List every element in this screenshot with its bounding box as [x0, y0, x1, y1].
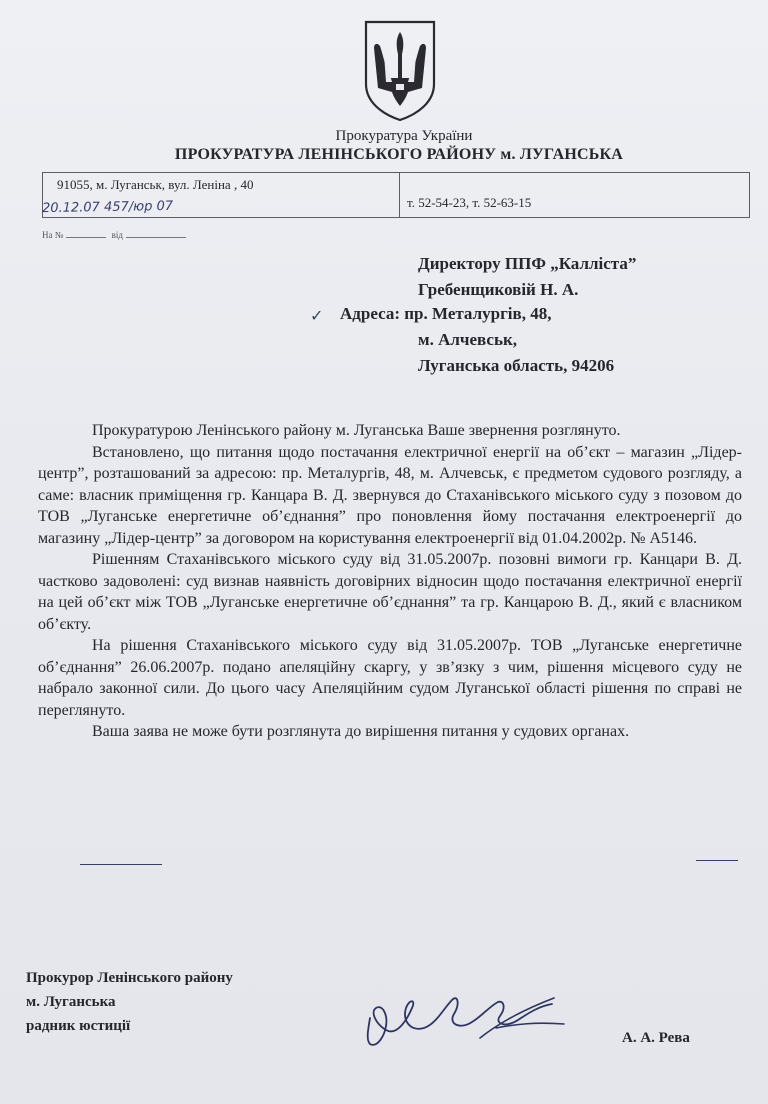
signatory-title: [26, 966, 233, 1038]
recipient-line-5: Луганська область, 94206: [418, 356, 615, 375]
recipient-line-2: Гребенщиковій Н. А.: [418, 280, 579, 299]
paragraph-3: Рішенням Стаханівського міського суду від 31.05.2007р. позовні вимоги гр. Канцари В. Д. частково задоволені: суд визнав наявність договірних відносин щодо постачання електричної енергії на цей об’єкт між ТОВ „Луганське енергетичне об’єднання” та гр. Канцарою В. Д., який є власником об’єкту.: [38, 551, 742, 633]
ref-from-label: від: [111, 230, 123, 240]
paragraph-1: Прокуратурою Ленінського району м. Луганська Ваше звернення розглянуто.: [92, 422, 621, 439]
handwritten-date-reference: 20.12.07 457/юр 07: [41, 198, 174, 217]
ukraine-trident-emblem-icon: [362, 18, 438, 122]
handwritten-underline: [80, 864, 162, 865]
recipient-line-4: м. Алчевськ,: [418, 330, 517, 349]
signatory-title-line-2: м. Луганська: [26, 994, 116, 1010]
signatory-title-line-3: радник юстиції: [26, 1018, 131, 1034]
paragraph-4: На рішення Стаханівського міського суду від 31.05.2007р. ТОВ „Луганське енергетичне об’єднання” 26.06.2007р. подано апеляційну скаргу, у зв’язку з чим, рішення місцевого суду не набрало законної сили. До цього часу Апеляційним судом Луганської області рішення по справі не переглянуто.: [38, 637, 742, 719]
org-title: ПРОКУРАТУРА ЛЕНІНСЬКОГО РАЙОНУ м. ЛУГАНСЬКА: [174, 146, 624, 163]
signatory-title-line-1: Прокурор Ленінського району: [26, 970, 233, 986]
handwritten-underline: [696, 860, 738, 861]
signatory-name: А. А. Рева: [622, 1030, 690, 1046]
handwritten-signature-icon: [340, 978, 590, 1058]
recipient-line-3: Адреса: пр. Металургів, 48,: [340, 304, 552, 323]
paragraph-5: Ваша заява не може бути розглянута до вирішення питання у судових органах.: [92, 723, 630, 740]
ref-no-blank: [66, 237, 106, 238]
address-divider: [399, 173, 400, 217]
org-address: 91055, м. Луганськ, вул. Леніна , 40: [57, 177, 254, 192]
ref-from-blank: [126, 237, 186, 238]
reference-line: [42, 230, 189, 240]
checkmark-icon: ✓: [310, 306, 324, 325]
ref-no-label: На №: [42, 230, 64, 240]
org-subtitle: Прокуратура України: [335, 128, 473, 144]
paragraph-2: Встановлено, що питання щодо постачання електричної енергії на об’єкт – магазин „Лідер-центр”, розташований за адресою: пр. Металургів, 48, м. Алчевськ, є предметом судового розгляду, а саме: власник приміщення гр. Канцара В. Д. звернувся до Стаханівського міського суду з позовом до ТОВ „Луганське енергетичне об’єднання” про поновлення йому постачання електроенергії до магазину „Лідер-центр” за договором на користування електроенергії від 01.04.2002р. № А5146.: [38, 443, 742, 547]
recipient-line-1: Директору ППФ „Калліста”: [418, 254, 637, 273]
letter-body: [38, 420, 742, 743]
org-phones: т. 52-54-23, т. 52-63-15: [407, 195, 532, 210]
